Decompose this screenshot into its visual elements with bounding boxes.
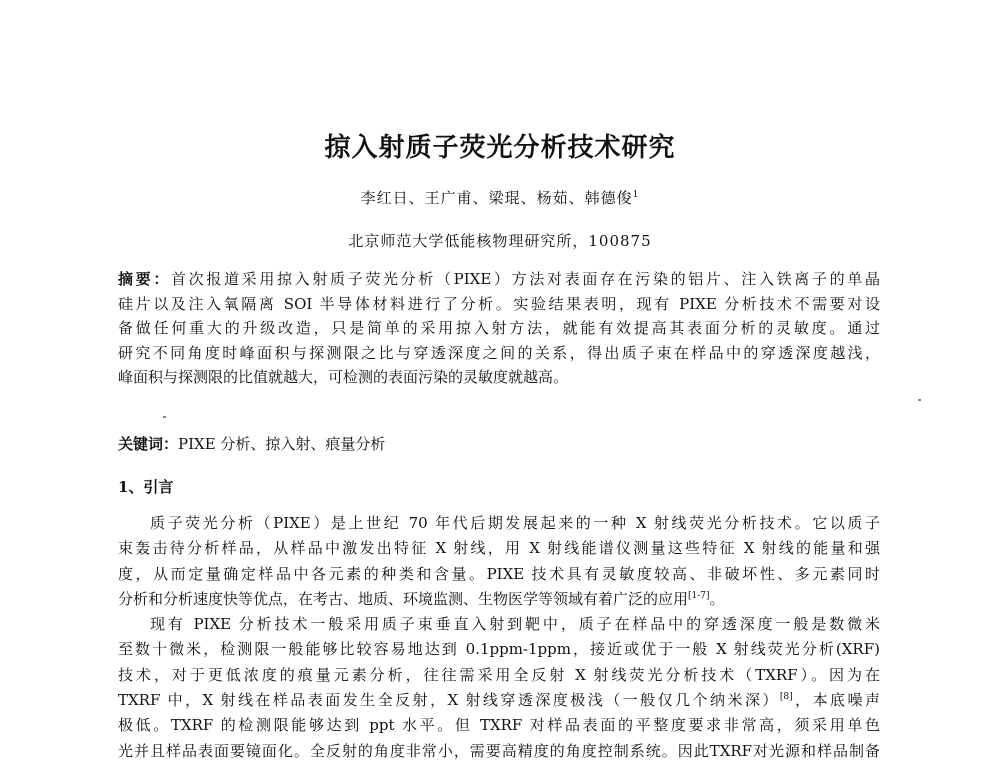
keywords-label: 关键词： (118, 435, 179, 453)
abstract-line: 研究不同角度时峰面积与探测限之比与穿透深度之间的关系，得出质子束在样品中的穿透深度越浅， (118, 343, 880, 362)
abstract (118, 267, 880, 390)
abstract-line: 硅片以及注入氧隔离 SOI 半导体材料进行了分析。实验结果表明，现有 PIXE 分析技术不需要对设 (118, 294, 880, 313)
body-line: 技术，对于更低浓度的痕量元素分析，往往需采用全反射 X 射线荧光分析技术（TXRF）。因为在 (118, 665, 880, 684)
body-text-segment: ，本底噪声 (792, 691, 880, 710)
body-text-segment: 分析和分析速度快等优点，在考古、地质、环境监测、生物医学等领域有着广泛的应用 (118, 589, 689, 608)
keywords-text: PIXE 分析、掠入射、痕量分析 (178, 435, 386, 453)
body-line (118, 587, 880, 612)
citation-ref: [1-7] (688, 590, 710, 601)
abstract-line (118, 267, 880, 292)
affiliation: 北京师范大学低能核物理研究所，100875 (348, 232, 652, 250)
scan-speck (918, 399, 921, 401)
body-line: 度，从而定量确定样品中各元素的种类和含量。PIXE 技术具有灵敏度较高、非破坏性、多元素同时 (118, 564, 880, 583)
abstract-line: 峰面积与探测限的比值就越大，可检测的表面污染的灵敏度就越高。 (118, 368, 569, 387)
abstract-text: 首次报道采用掠入射质子荧光分析（PIXE）方法对表面存在污染的铝片、注入铁离子的单晶 (171, 270, 880, 288)
body-line (118, 688, 880, 713)
body-line: 束轰击待分析样品，从样品中激发出特征 X 射线，用 X 射线能谱仪测量这些特征 X 射线的能量和强 (118, 539, 880, 558)
keywords-line (118, 432, 880, 457)
abstract-line: 备做任何重大的升级改造，只是简单的采用掠入射方法，就能有效提高其表面分析的灵敏度。通过 (118, 319, 880, 338)
abstract-label: 摘要： (118, 270, 171, 288)
section-introduction (118, 475, 880, 500)
body-text-segment: 。 (709, 589, 725, 608)
keywords (118, 432, 880, 457)
author-affiliation-mark: 1 (632, 190, 640, 200)
body-text (118, 511, 880, 764)
authors-text: 李红日、王广甫、梁琨、杨茹、韩德俊 (360, 189, 633, 207)
citation-ref: [8] (779, 692, 793, 703)
author-list (0, 187, 1000, 208)
body-line: 至数十微米，检测限一般能够比较容易地达到 0.1ppm-1ppm，接近或优于一般 X 射线荧光分析(XRF) (118, 640, 880, 659)
body-text-segment: TXRF 中，X 射线在样品表面发生全反射，X 射线穿透深度极浅（一般仅几个纳米深） (118, 691, 780, 710)
body-line: 极低。TXRF 的检测限能够达到 ppt 水平。但 TXRF 对样品表面的平整度要求非常高，须采用单色 (118, 716, 880, 735)
body-line: 现有 PIXE 分析技术一般采用质子束垂直入射到靶中，质子在样品中的穿透深度一般是数微米 (150, 615, 880, 634)
section-heading: 1、引言 (118, 478, 174, 496)
scan-speck (163, 416, 166, 418)
body-line: 光并且样品表面要镜面化。全反射的角度非常小，需要高精度的角度控制系统。因此TXRF对光源和样品制备 (118, 741, 880, 760)
body-line: 质子荧光分析（PIXE）是上世纪 70 年代后期发展起来的一种 X 射线荧光分析技术。它以质子 (150, 514, 880, 532)
paper-title: 掠入射质子荧光分析技术研究 (324, 133, 676, 163)
